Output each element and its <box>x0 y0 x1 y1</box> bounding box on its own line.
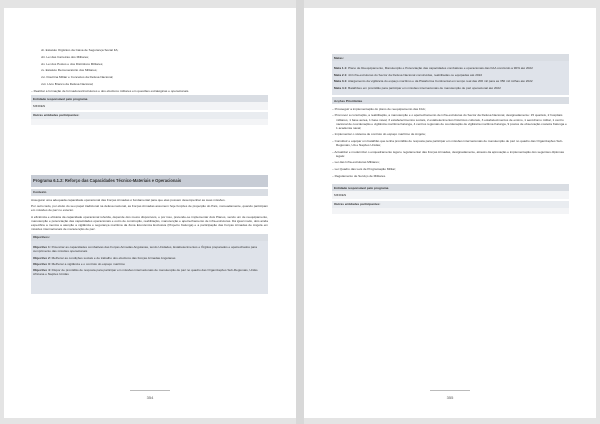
context-paragraph: Assegurar uma adequada capacidade operacional das Forças Armadas é fundamental para que elas possam desempenhar as suas missões. <box>31 197 226 202</box>
responsible-value: MINDEN <box>332 191 569 198</box>
law-list <box>31 48 268 86</box>
meta-item <box>334 66 567 70</box>
objective-text: Melhorar as condições sociais e de trabalho dos efectivos das Forças Armadas Angolanas <box>51 255 176 260</box>
context-label: Contexto <box>31 189 268 196</box>
metas-box <box>332 61 569 95</box>
action-item: – Lei Quadro das Leis de Programação Militar; <box>332 167 396 171</box>
meta-label: Meta 4.1: <box>334 86 348 91</box>
objectives-label: Objectivos: <box>31 234 268 241</box>
responsible-label: Entidade responsável pelo programa <box>332 184 569 191</box>
program-title: Programa 6.1.2: Reforço das Capacidades Técnico-Materiais e Operacionais <box>31 175 268 187</box>
left-content <box>31 48 268 294</box>
meta-label: Meta 3.1: <box>334 79 348 84</box>
action-item: – Implementar o sistema de controlo do espaço marítimo de Angola; <box>332 132 426 137</box>
meta-text: Alargamento da vigilância do espaço marítimo e da Plataforma Continental em tempo real das 200 mil para as 350 mil milhas até 2022 <box>347 79 533 84</box>
meta-text: Plano de Reequipamento, Manutenção e Potenciação das capacidades combativas e operacionais das FAA concluído a 90% até 2022 <box>348 65 533 70</box>
action-item: – Actualizar e modernizar o enquadramento legal e regulamentar das Forças Armadas, designadamente, através da aprovação e implementação dos seguintes diplomas legais: <box>332 149 564 158</box>
page-right <box>304 8 596 418</box>
meta-label: Meta 1.1: <box>334 65 348 70</box>
objectives-box <box>31 241 268 294</box>
meta-item <box>334 73 567 77</box>
page-number: 354 <box>146 394 154 400</box>
list-item: xv. Estatuto Remuneratório dos Militares; <box>41 68 98 73</box>
page-number-rule <box>430 390 470 391</box>
action-item: – Regulamento de Serviço de Militares. <box>332 173 386 178</box>
objective-text: Dispor de prontidão de resposta para participar em missões internacionais de manutenção de paz no quadro das Organizações Sub-Regionais, União Africana e Nações Unidas <box>33 267 258 277</box>
list-item: xvi. Doutrina Militar e Conceitos da Defesa Nacional; <box>41 75 114 80</box>
meta-label: Meta 2.1: <box>334 72 348 77</box>
actions-label: Acções Prioritárias <box>332 97 569 104</box>
list-item: xvii. Livro Branco da Defesa Nacional; <box>41 81 94 86</box>
meta-item <box>334 79 567 83</box>
objectives-box-padding <box>33 278 266 292</box>
list-item: xiii. Lei das Carreiras dos Militares; <box>41 54 89 59</box>
objective-label: Objectivo 1: <box>33 245 51 250</box>
objective-item <box>33 256 266 260</box>
context-paragraph: A eficiência e eficácia da capacidade operacional referida, depende dos meios disponíveis, e por isso, pretende-se implementar dois Planos, sendo um de reequipamento, manutenção e potenciação das capacidades operacionais e outro de construção, reabilitação, manutenção e apetrechamento de infra-estruturas. Dá igual modo, dois ainda especifica a mentos a atenção a vigilância e segurança marítima da Zona Económica Exclusiva (Projecto Kalunga) e a participação das Forças Armadas de Angola em missões internacionais de manutenção de paz. <box>31 214 268 232</box>
others-label: Outras entidades participantes: <box>332 201 569 208</box>
action-item: – Constituir e equipar um batalhão que tenha prontidão de resposta para participar em missões internacionais de manutenção de paz no quadro das Organizações Sub-Regionais, UA e Nações Unidas; <box>332 138 563 148</box>
list-item: xiv. Lei dos Postos e dos Distintivos Militares; <box>41 61 104 66</box>
objective-text: Melhorar a vigilância e o controlo do espaço marítimo <box>51 261 126 266</box>
page-number: 355 <box>446 394 454 400</box>
meta-text: Batalhões em prontidão para participar em missões internacionais de manutenção de paz operacional até 2022 <box>348 86 501 91</box>
objective-item <box>33 268 266 276</box>
action-item: – Prosseguir a implementação do plano de reequipamento das FAA; <box>332 106 426 111</box>
page-gutter <box>296 0 304 424</box>
page-number-rule <box>130 390 170 391</box>
objective-item <box>33 245 266 253</box>
action-item: – Lei das Infra-estruturas Militares; <box>332 160 380 165</box>
page-left <box>4 8 296 418</box>
others-value <box>31 119 268 125</box>
right-content <box>332 52 569 214</box>
list-item: xii. Estatuto Orgânico da Caixa de Segurança Social FA; <box>41 48 119 52</box>
training-item: – Realizar a formação de formadores/instrutores e dos efectivos militares em questões estratégicas e operacionais. <box>31 88 190 93</box>
objective-text: Potenciar as capacidades combativas das Forças Armadas Angolanas, tendo Unidades, Estabelecimentos e Órgãos preparados e apetrechados para cumprimento das missões operacionais <box>33 245 257 254</box>
objective-label: Objectivo 4: <box>33 267 51 272</box>
action-item: – Promover a construção, a reabilitação, a manutenção e o apetrechamento de infra-estruturas do Sector da Defesa Nacional, designadamente: 15 quartéis, 2 hospitais militares, 1 base aérea, 1 base naval, 3 estabelecimentos sociais, 2 estabelecimentos históricos culturais, 3 estabelecimentos de ensino, 1 aeródromo militar, 1 centro nacional de coordenação e vigilância marítima Kalunga, 4 centros regionais de coordenação de vigilância marítima Kalunga, 9 postos de observação costeira Kalunga e 1 academia naval; <box>332 113 567 130</box>
metas-label: Metas: <box>332 54 569 61</box>
context-paragraph: Por outro lado, por efeito do seu papel tradicional na defesa nacional, as Forças Armadas assumem hoje funções de projecção do País, nomeadamente, quando participam em missões de paz no exterior. <box>31 204 268 213</box>
responsible-value: MINDEN <box>31 102 268 109</box>
objective-label: Objectivo 3: <box>33 261 51 266</box>
meta-item <box>334 86 567 90</box>
responsible-label: Entidade responsável pelo programa <box>31 95 268 102</box>
objective-item <box>33 262 266 266</box>
spacer <box>332 180 569 182</box>
meta-text: 44 Infra-estruturas do Sector da Defesa Nacional construídas, reabilitadas ou equipadas até 2022 <box>348 72 483 77</box>
others-value <box>332 208 569 214</box>
objective-label: Objectivo 2: <box>33 255 51 260</box>
others-label: Outras entidades participantes: <box>31 112 268 119</box>
